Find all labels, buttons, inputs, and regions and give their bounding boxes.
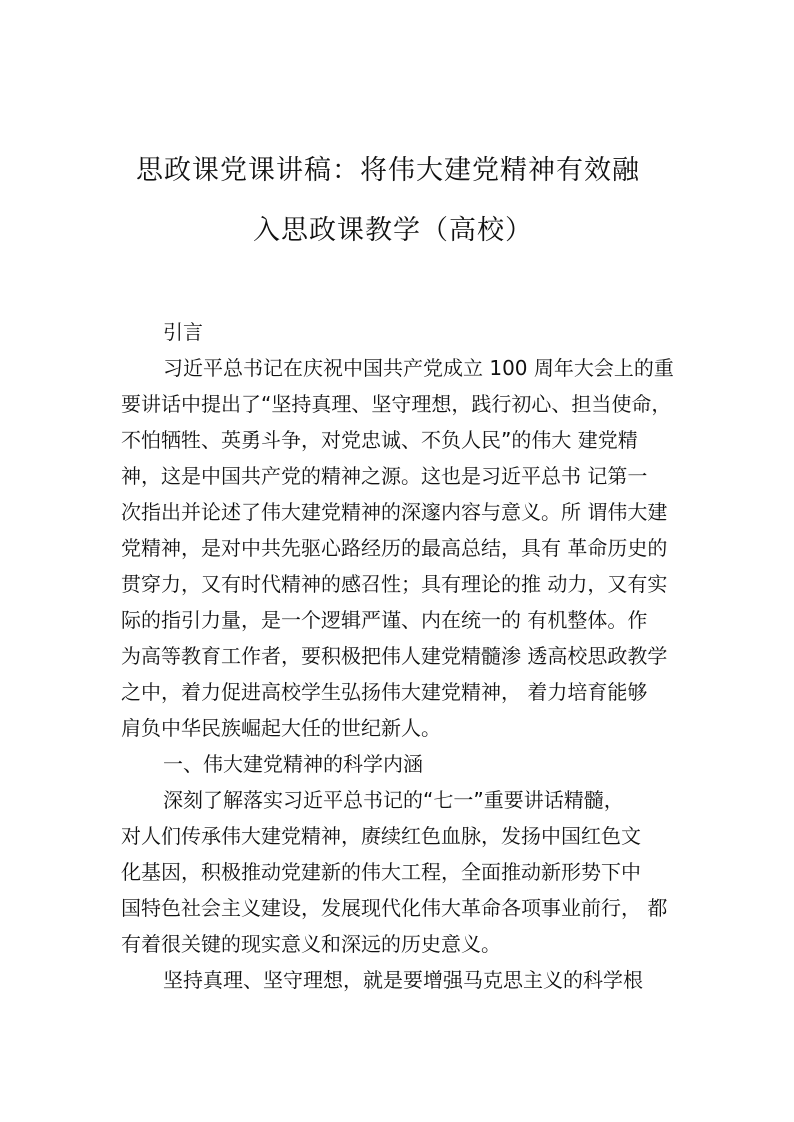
intro-paragraph-line: 党精神，是对中共先驱心路经历的最高总结，具有 革命历史的	[121, 536, 668, 560]
section-paragraph-line: 对人们传承伟大建党精神，赓续红色血脉，发扬中国红色文	[121, 824, 641, 848]
intro-heading: 引言	[163, 320, 203, 344]
document-title-line-1: 思政课党课讲稿：将伟大建党精神有效融	[136, 155, 640, 186]
intro-paragraph-line: 不怕牺牲、英勇斗争，对党忠诚、不负人民”的伟大 建党精	[121, 428, 638, 452]
intro-paragraph-line: 要讲话中提出了“坚持真理、坚守理想，践行初心、担当使命，	[121, 392, 672, 416]
intro-paragraph-line: 际的指引力量，是一个逻辑严谨、内在统一的 有机整体。作	[121, 608, 648, 632]
intro-paragraph-line: 神，这是中国共产党的精神之源。这也是习近平总书 记第一	[121, 464, 648, 488]
intro-paragraph-line: 次指出并论述了伟大建党精神的深邃内容与意义。所 谓伟大建	[121, 500, 668, 524]
intro-paragraph-line: 之中，着力促进高校学生弘扬伟大建党精神， 着力培育能够	[121, 680, 648, 704]
intro-paragraph-line: 习近平总书记在庆祝中国共产党成立 100 周年大会上的重	[163, 356, 674, 380]
intro-paragraph-line: 贯穿力，又有时代精神的感召性；具有理论的推 动力，又有实	[121, 572, 668, 596]
section-paragraph-line: 深刻了解落实习近平总书记的“七一”重要讲话精髓，	[163, 788, 624, 812]
section-heading: 一、伟大建党精神的科学内涵	[163, 752, 423, 776]
intro-paragraph-line: 肩负中华民族崛起大任的世纪新人。	[121, 716, 441, 740]
document-title-line-2: 入思政课教学（高校）	[253, 215, 533, 246]
section-paragraph-line: 有着很关键的现实意义和深远的历史意义。	[121, 932, 501, 956]
section-paragraph-line: 化基因，积极推动党建新的伟大工程，全面推动新形势下中	[121, 860, 641, 884]
section-paragraph-line: 坚持真理、坚守理想，就是要增强马克思主义的科学根	[163, 968, 643, 992]
intro-paragraph-line: 为高等教育工作者，要积极把伟人建党精髓渗 透高校思政教学	[121, 644, 668, 668]
section-paragraph-line: 国特色社会主义建设，发展现代化伟大革命各项事业前行， 都	[121, 896, 668, 920]
